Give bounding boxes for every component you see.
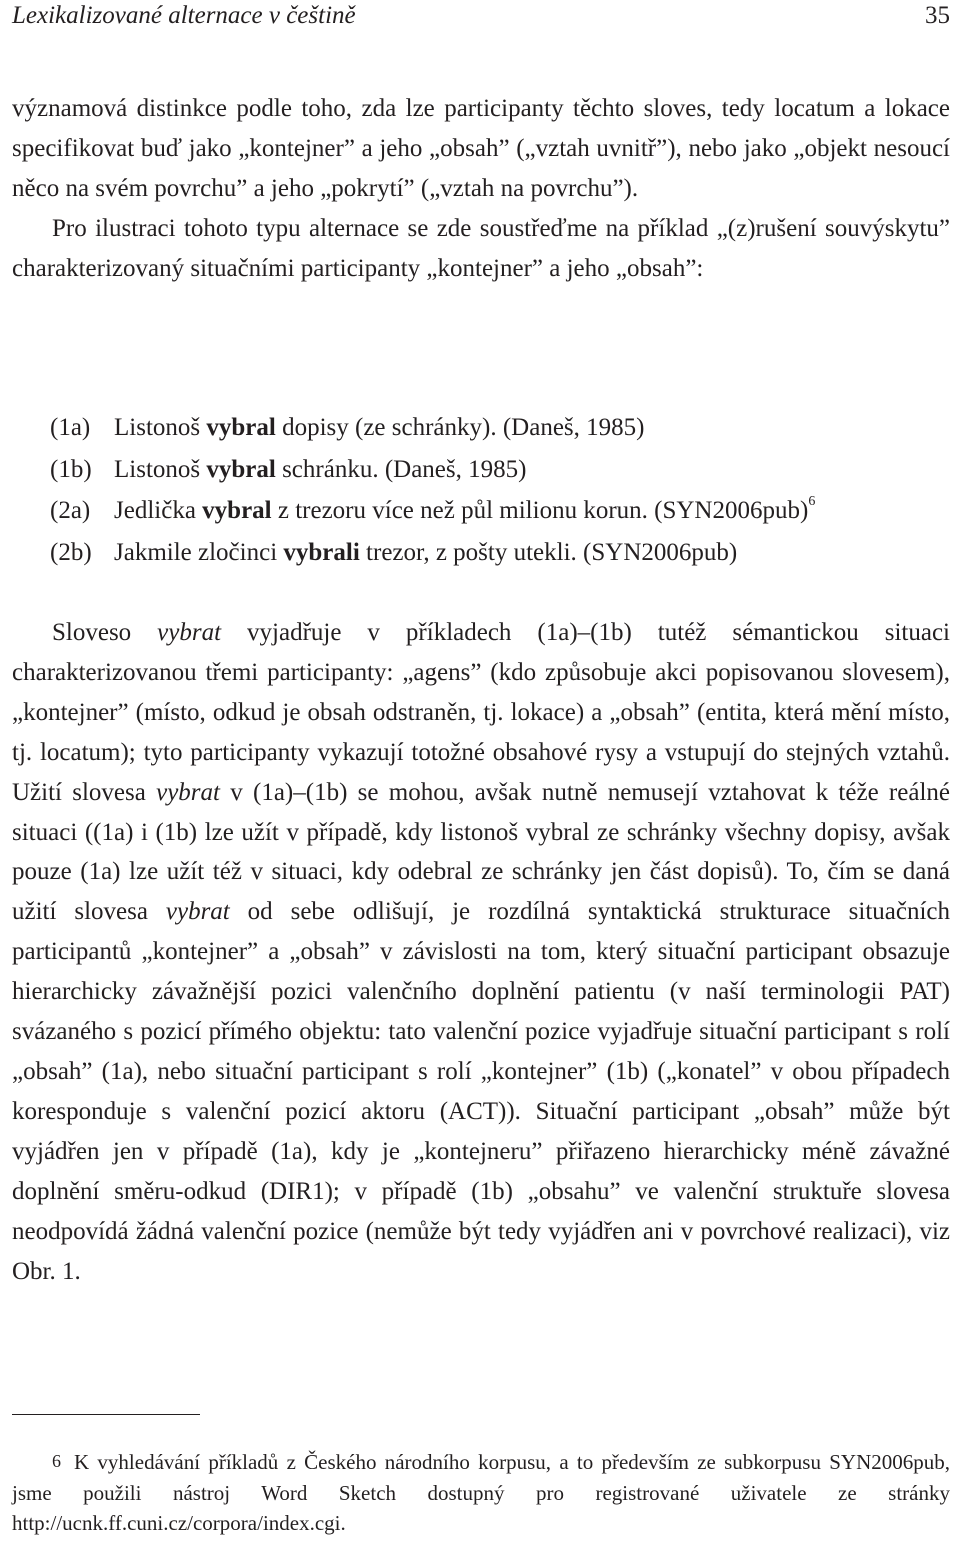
example-item [50, 449, 960, 491]
example-list [50, 407, 960, 573]
footnote-number: 6 [52, 1451, 61, 1471]
footnote-reference[interactable]: 6 [808, 494, 816, 509]
paragraph-intro [12, 89, 950, 289]
analysis-text-4: od sebe odlišují, je rozdílná syntaktická strukturace situačních participantů „kontejner” a „obsah” v závislosti na tom, který situační participant obsazuje hierarchicky závažnější pozici valenčního doplnění patientu (v naší terminologii PAT) svázaného s pozicí přímého objektu: tato valenční pozice vyjadřuje situační participant s rolí „obsah” (1a), nebo situační participant s rolí „kontejner” (1b) („konatel” v obou případech koresponduje s valenční pozicí aktoru (ACT)). Situační participant „obsah” může být vyjádřen jen v případě (1a), kdy je „kontejneru” přiřazeno hierarchicky méně závažné doplnění směru-odkud (DIR1); v případě (1b) „obsahu” ve valenční struktuře slovesa neodpovídá žádná valenční pozice (nemůže být tedy vyjádřen ani v povrchové realizaci), viz Obr. 1. [12, 898, 951, 1285]
running-header [12, 0, 950, 40]
example-pre: Listonoš [114, 455, 207, 483]
example-pre: Listonoš [114, 414, 207, 441]
example-verb: vybrali [283, 538, 360, 566]
example-verb: vybral [202, 497, 272, 524]
analysis-term-vybrat: vybrat [165, 898, 230, 926]
example-label: (1b) [50, 455, 92, 483]
analysis-term-vybrat: vybrat [157, 619, 222, 646]
footnote-text: K vyhledávání příkladů z Českého národního korpusu, a to především ze subkorpusu SYN2006pub, jsme použili nástroj Word Sketch dostupný pro registrované uživatele ze stránky http://ucnk.ff.cuni.cz/corpora/index.cgi. [12, 1450, 950, 1535]
example-label: (2b) [50, 538, 92, 566]
paragraph-intro-continuation: Pro ilustraci tohoto typu alternace se zde soustřeďme na příklad „(z)rušení souvýskytu” charakterizovaný situačními participanty „kontejner” a jeho „obsah”: [12, 214, 950, 282]
example-post: dopisy (ze schránky). (Daneš, 1985) [275, 414, 645, 441]
example-item [50, 532, 960, 574]
analysis-text-1: Sloveso [52, 619, 158, 646]
example-label: (1a) [50, 414, 91, 441]
example-post: trezor, z pošty utekli. (SYN2006pub) [359, 538, 738, 566]
example-verb: vybral [206, 455, 276, 483]
analysis-text-3: v (1a)–(1b) se mohou, avšak nutně nemusejí vztahovat k téže reálné situaci ((1a) i (1b) lze užít v případě, kdy listonoš vybral ze schránky všechny dopisy, avšak pouze (1a) lze užít též v situaci, kdy odebral ze schránky jen část dopisů). To, čím se daná užití slovesa [12, 778, 950, 926]
paragraph-analysis [12, 613, 950, 1291]
footnote-divider [12, 1414, 200, 1415]
example-item [50, 490, 960, 532]
running-title: Lexikalizované alternace v češtině [12, 2, 356, 29]
example-pre: Jakmile zločinci [114, 538, 284, 566]
example-item [50, 407, 960, 449]
example-label: (2a) [50, 497, 91, 524]
analysis-text-2: vyjadřuje v příkladech (1a)–(1b) tutéž sémantickou situaci charakterizovanou třemi participanty: „agens” (kdo způsobuje akci popisovanou slovesem), „kontejner” (místo, odkud je obsah odstraněn, tj. lokace) a „obsah” (entita, která mění místo, tj. locatum); tyto participanty vykazují totožné obsahové rysy a vstupují do stejných vztahů. Užití slovesa [12, 619, 950, 806]
paragraph-intro-text: významová distinkce podle toho, zda lze participanty těchto sloves, tedy locatum a lokace specifikovat buď jako „kontejner” a jeho „obsah” („vztah uvnitř”), nebo jako „objekt nesoucí něco na svém povrchu” a jeho „pokrytí” („vztah na povrchu”). [12, 95, 950, 202]
analysis-term-vybrat: vybrat [156, 778, 220, 806]
example-post: z trezoru více než půl milionu korun. (SYN2006pub) [271, 497, 809, 524]
example-post: schránku. (Daneš, 1985) [275, 455, 527, 483]
footnote [12, 1446, 950, 1539]
example-pre: Jedlička [114, 497, 203, 524]
page-number: 35 [925, 2, 950, 29]
example-verb: vybral [206, 414, 276, 441]
